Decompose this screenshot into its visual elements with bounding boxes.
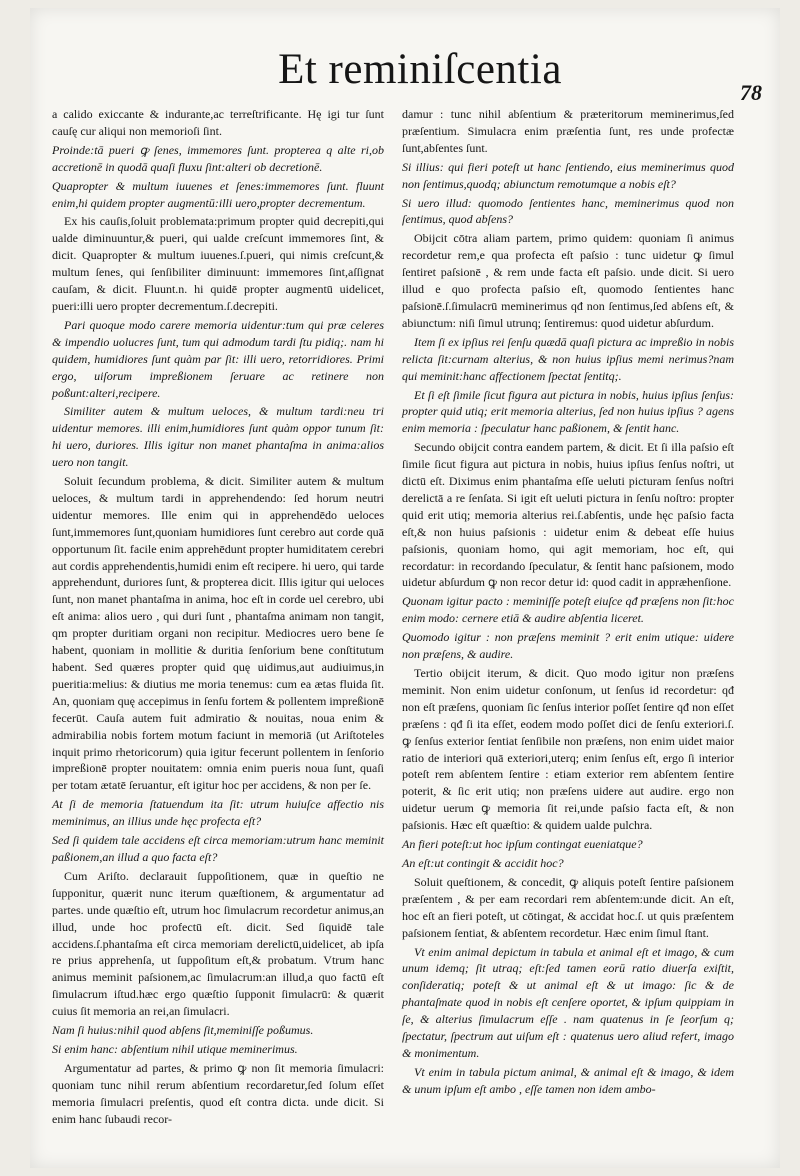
- paragraph-lemma: Quapropter & multum iuuenes et ſenes:immemores ſunt. fluunt enim,hi quidem propter augmentū:illi uero,propter decrementum.: [52, 178, 384, 210]
- page-number: 78: [740, 80, 762, 105]
- book-page: [30, 8, 780, 1168]
- paragraph-lemma: At ſi de memoria ſtatuendum ita ſit: utrum huiuſce affectio nis meminimus, an illius unde hęc profecta eſt?: [52, 797, 384, 829]
- paragraph-lemma: Vt enim in tabula pictum animal, & animal eſt & imago, & idem & unum ipſum eſt ambo , eſſe tamen non idem ambo-: [402, 1064, 734, 1096]
- paragraph-commentary: Tertio obijcit iterum, & dicit. Quo modo igitur non præſens meminit. Non enim uidetur conſonum, ut ſenſus id recordetur: qđ non eſt præſens, quoniam ſic ſenſus interior poſſet ſentire qđ non eſſet præſens : qđ ſi ita eſſet, eodem modo poſſet dici de ſenſu exteriori.ſ. ꝙ ſenſus exterior ſentiat ſenſibile non præſens, non enim uidet maior ratio de interiori quā exteriori,uterq; enim ſenſus eſt, ergo ſi interior poteſt rem abſentem ſentire : etiam exterior rem abſentem ſentire poterit, & ſic erit utiq; non præſens uidere aut audire. ergo non uidetur uerum ꝙ memoria ſit rei,unde paſsio facta eſt, & non paſsionis. Hæc eſt quæſtio: & quidem ualde pulchra.: [402, 666, 734, 833]
- paragraph-commentary: Argumentatur ad partes, & primo ꝙ non ſit memoria ſimulacri: quoniam tunc nihil rerum abſentium recordaretur,ſed ſolum eſſet memoria ſimulacri preſentis, quod eſt contra dicta. unde dicit. Si enim hanc ſubaudi recor-: [52, 1060, 384, 1126]
- paragraph-lemma: Proinde:tā pueri ꝙ ſenes, immemores ſunt. propterea q alte ri,ob accretionē in quodā quaſi fluxu ſint:alteri ob decretionē.: [52, 142, 384, 174]
- paragraph-lemma: Si enim hanc: abſentium nihil utique meminerimus.: [52, 1041, 298, 1056]
- paragraph-lemma: Sed ſi quidem tale accidens eſt circa memoriam:utrum hanc meminit paßionem,an illud a quo facta eſt?: [52, 833, 384, 864]
- paragraph-lemma: An eſt:ut contingit & accidit hoc?: [402, 855, 564, 870]
- right-column: [402, 106, 734, 1100]
- paragraph-lemma: Vt enim animal depictum in tabula et animal eſt et imago, & cum unum idemq; ſit utraq; eſt:ſed tamen eorū ratio diuerſa exiſtit, conſideratiq; poteſt & ut animal eſt & ut imago: ſic & de phantaſmate quod in nobis eſt cenſere oportet, & ipſum quippiam in ſe, & alterius ſimulacrum eſſe . nam quatenus in ſe ſeorſum q; ſpectatur, ſpectrum aut uiſum eſt : quatenus uero aliud refert, imago & monimentum.: [402, 944, 734, 1060]
- paragraph-lemma: Item ſi ex ipſius rei ſenſu quædā quaſi pictura ac impreßio in nobis relicta ſit:curnam alterius, & non huius ipſius memi nerimus?nam qui meminit:hanc affectionem ſpectat ſentitq;.: [402, 334, 734, 383]
- paragraph-commentary: Soluit ſecundum problema, & dicit. Similiter autem & multum ueloces, & multum tardi in apprehendendo: ſed horum neutri uidentur memores. Ille enim qui in apprehendēdo ueloces ſunt,immemores ſunt,quoniam humidiores ſunt cerebro aut corde quā opportunum ſit. facile enim apprehēdunt propter humiditatem cerebri aut cordis apprehendentis,humidi enim eſt recipere. hi uero, qui tarde apprehendunt, duriores ſunt, & propterea dicit. Illis igitur qui ueloces ſunt, non manet phantaſma in anima, hoc eſt in corde uel cerebro, ubi eſt anima: alios uero , qui duri ſunt , phantaſma animam non tangit, qm propter duritiam organi non recipitur. Mediocres uero bene ſe habent, quoniam in mollitie & duritia ſenſorium bene conſtitutum habent. Sed quæres propter quid quę uidimus,aut audiuimus,in pueritia:melius: & diutius me moria tenemus: cum ea ætas fluida ſit. An, quoniam quę accepimus in ſenſu fortem & pollentem impreßionē fecerūt. Cauſa autem fuit admiratio & nouitas, noua enim & admirabilia nobis fortem motum faciunt in memoriā (ut Ariſtoteles inquit primo rhetoricorum) quia igitur fecerunt pollentem in ſenſorio impreßionē propter nouitatem: omnia enim pueris noua ſunt, quaſi per totam ætatē ſeruantur, eſt igitur hoc per accidens, & non per ſe.: [52, 474, 384, 793]
- paragraph-commentary: Secundo obijcit contra eandem partem, & dicit. Et ſi illa paſsio eſt ſimile ſicut figura aut pictura in nobis, huius ipſius ſenſus noſtri, ut dictū eſt. Diximus enim phantaſma eſſe ueluti picturam ſenſus noſtri derelictā a re ſenſata. Si igit eſt ueluti pictura in ſenſu noſtro: propter quid erit utiq; memoria alterius rei.ſ.abſentis, unde hęc paſsio facta eſt,& non huius paſsionis : uidetur enim & debeat eſſe huius paſsionis, quoniam homo, qui agit memoriam, hoc eſt, qui recordatur: in recordando ſpeculatur, & ſentit hanc paſsionem, modo uidetur abſurdum ꝙ non recor detur id: quod cadit in appræhenſione.: [402, 440, 734, 590]
- paragraph: damur : tunc nihil abſentium & præteritorum meminerimus,ſed præſentium. Simulacra enim præſentia ſunt, res unde profectæ ſunt,abſentes ſunt.: [402, 107, 734, 155]
- paragraph-lemma: Quomodo igitur : non præſens meminit ? erit enim utique: uidere non præſens, & audire.: [402, 630, 734, 662]
- paragraph-lemma: Si uero illud: quomodo ſentientes hanc, meminerimus quod non ſentimus, quod abſens?: [402, 195, 734, 227]
- left-column: [52, 106, 384, 1129]
- paragraph-commentary: Cum Ariſto. declarauit ſuppoſitionem, quæ in queſtio ne ſupponitur, quærit nunc iterum quæſtionem, & argumentatur ad partes. unde quæſtio eſt, utrum hoc ſimulacrum recordetur animus,an illud, unde hoc profectū eſt. dicit. Sed ſiquidē tale accidens.ſ.phantaſma eſt circa memoriam derelictū,uidelicet, ab ipſa re prius apprehenſa, ut ſuppoſitum eſt,& probatum. Vtrum hanc animus meminit paſsionem,ac ſimulacrum:an illud,a quo factū eſt ſimulacrum iſtud.hæc ergo quæſtio ſupponit ſimulacrū: & quærit cuius ſit memoria an rei,an ſimulacri.: [52, 868, 384, 1019]
- paragraph-lemma: Similiter autem & multum ueloces, & multum tardi:neu tri uidentur memores. illi enim,humidiores ſunt quàm oppor tunum ſit: hi uero, duriores. Illis igitur non manet phantaſma in anima:alios uero non tangit.: [52, 404, 384, 470]
- paragraph-commentary: Ex his cauſis,ſoluit problemata:primum propter quid decrepiti,qui ualde diminuuntur,& pueri, qui ualde creſcunt immemores ſint, & dicit. Quapropter & multum iuuenes.ſ.pueri, qui nimis creſcunt,& multum ſenes, qui ſenſibiliter diminuunt: immemores ſint,aſſignat cauſam, & dicit. Fluunt.n. hi quidē propter augmentū uidelicet, pueri:illi uero propter decrementum.ſ.decrepiti.: [52, 214, 384, 313]
- running-title: Et reminiſcentia: [278, 46, 562, 93]
- paragraph: a calido exiccante & indurante,ac terreſtrificante. Hę igi tur ſunt cauſę cur aliqui non memorioſi ſint.: [52, 107, 384, 138]
- paragraph-commentary: Obijcit cōtra aliam partem, primo quidem: quoniam ſi animus recordetur rem,e qua profecta eſt paſsio : tunc uidetur ꝙ ſimul ſentiret paſsionē , & rem unde facta eſt paſsio. unde dicit. Si uero illud e quo profecta paſsio eſt, quomodo ſentientes hanc paſsionē.ſ.ſimulacrū meminerimus qđ non ſentimus,ſed abſens eſt, & abiunctum: niſi ſimul utrunq; ſentiremus: quod uidetur abſurdum.: [402, 231, 734, 330]
- paragraph-commentary: Soluit queſtionem, & concedit, ꝙ aliquis poteſt ſentire paſsionem præſentem , & per eam recordari rem abſentem:unde dicit. An eſt, hoc eſt an fieri poteſt, ut cōtingat, & accidat hoc.ſ. ut quis præſentem paſsionem ſentiat, & abſentem recordetur. Hæc enim ſimul ſtant.: [402, 874, 734, 940]
- paragraph-lemma: An fieri poteſt:ut hoc ipſum contingat eueniatque?: [402, 837, 643, 852]
- paragraph-lemma: Et ſi eſt ſimile ſicut figura aut pictura in nobis, huius ipſius ſenſus: propter quid utiq; erit memoria alterius, ſed non huius ipſius ? agens enim memoria : ſpeculatur hanc paßionem, & ſentit hanc.: [402, 387, 734, 436]
- paragraph-lemma: Nam ſi huius:nihil quod abſens ſit,meminiſſe poßumus.: [52, 1023, 314, 1038]
- paragraph-lemma: Pari quoque modo carere memoria uidentur:tum qui præ celeres & impendio uolucres ſunt, tum qui admodum tardi ſtu pidiq;. nam hi quidem, humidiores ſunt quàm par ſit: illi uero, retorridiores. Primi ergo, uiſorum impreßionem ſeruare ac retinere non poßunt:alteri,recipere.: [52, 317, 384, 400]
- paragraph-lemma: Si illius: qui fieri poteſt ut hanc ſentiendo, eius meminerimus quod non ſentimus,quodq; abiunctum remotumque a nobis eſt?: [402, 159, 734, 191]
- paragraph-lemma: Quonam igitur pacto : meminiſſe poteſt eiuſce qđ præſens non ſit:hoc enim modo: cernere etiā & audire abſentia liceret.: [402, 594, 734, 626]
